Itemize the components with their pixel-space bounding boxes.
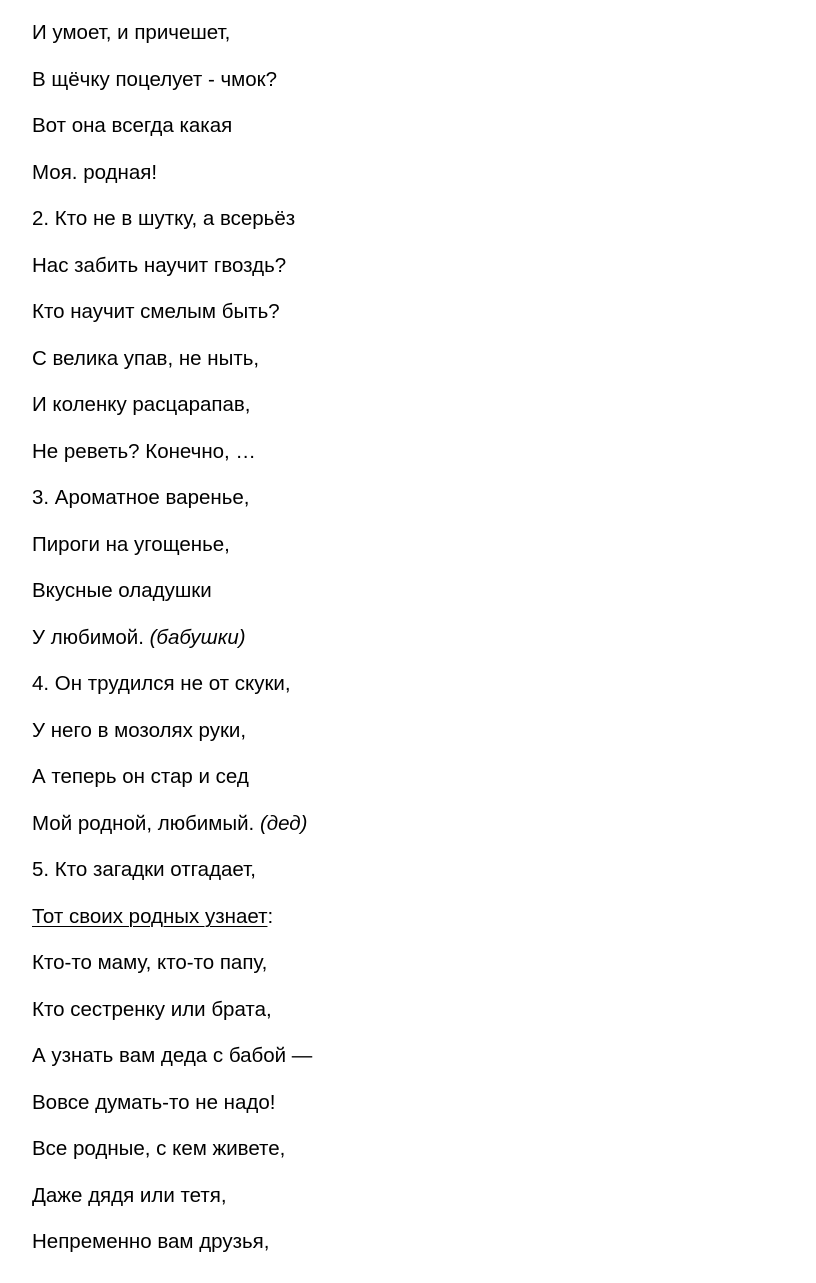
riddle-answer: (бабушки) — [149, 626, 246, 649]
poem-line: Моя. родная! — [32, 161, 158, 184]
poem-line — [32, 811, 307, 837]
poem-line: 3. Ароматное варенье, — [32, 486, 250, 509]
poem-line-text: : — [267, 905, 274, 928]
poem-line: С велика упав, не ныть, — [32, 347, 260, 370]
poem-line-text: Мой родной, любимый. — [32, 812, 260, 835]
poem-line: Вкусные оладушки — [32, 579, 212, 602]
poem-line: А узнать вам деда с бабой — — [32, 1044, 313, 1067]
poem-line: У него в мозолях руки, — [32, 719, 247, 742]
poem-line: 2. Кто не в шутку, а всерьёз — [32, 207, 296, 230]
poem-line: А теперь он стар и сед — [32, 765, 249, 788]
poem-line: Нас забить научит гвоздь? — [32, 254, 287, 277]
poem-line-text: У любимой. — [32, 626, 150, 649]
poem-line: 5. Кто загадки отгадает, — [32, 858, 256, 881]
poem-line: Непременно вам друзья, — [32, 1230, 270, 1253]
poem-line: И коленку расцарапав, — [32, 393, 251, 416]
poem-line: Вот она всегда какая — [32, 114, 233, 137]
poem-line: Даже дядя или тетя, — [32, 1184, 227, 1207]
riddle-answer: (дед) — [259, 812, 308, 835]
poem-line: И умоет, и причешет, — [32, 21, 231, 44]
poem-line: Кто научит смелым быть? — [32, 300, 280, 323]
poem-line: Все родные, с кем живете, — [32, 1137, 286, 1160]
poem-line — [32, 904, 273, 930]
poem-line: В щёчку поцелует - чмок? — [32, 68, 278, 91]
poem-line: Пироги на угощенье, — [32, 533, 230, 556]
poem-line: Вовсе думать-то не надо! — [32, 1091, 276, 1114]
poem-line — [32, 625, 246, 651]
poem-line: Не реветь? Конечно, … — [32, 440, 256, 463]
underlined-text: Тот своих родных узнает — [32, 905, 268, 928]
poem-line: Кто-то маму, кто-то папу, — [32, 951, 268, 974]
poem-line: 4. Он трудился не от скуки, — [32, 672, 291, 695]
poem-line: Кто сестренку или брата, — [32, 998, 272, 1021]
